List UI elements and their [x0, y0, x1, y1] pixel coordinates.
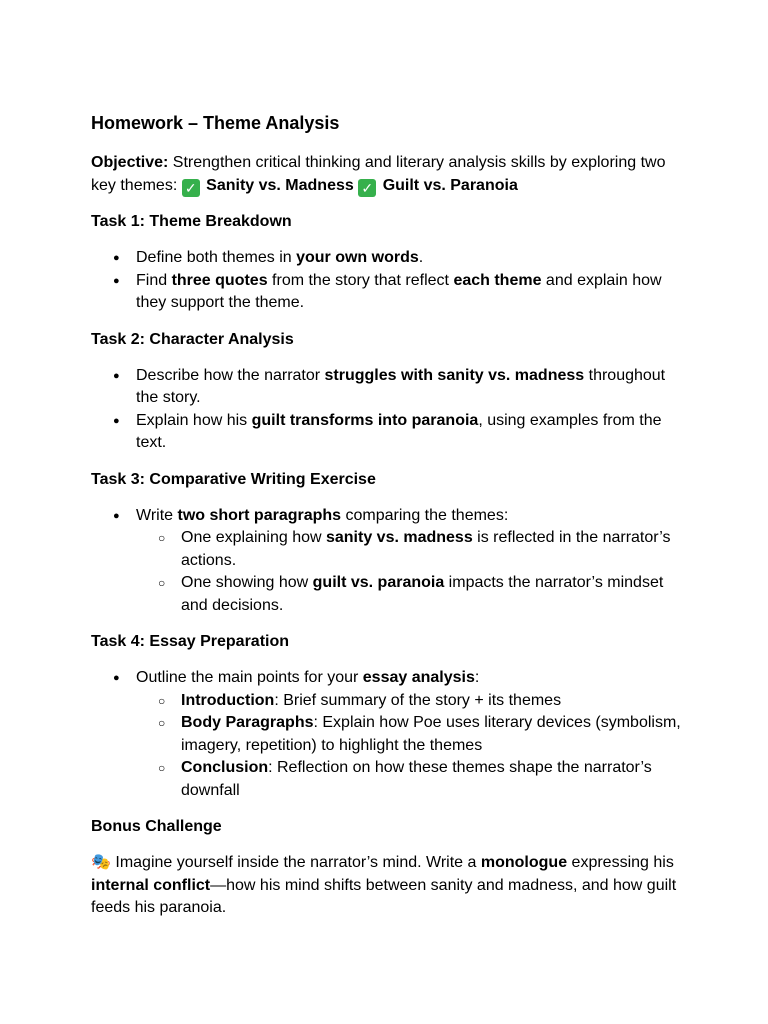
theme-2: Guilt vs. Paranoia	[382, 176, 518, 194]
check-mark-icon: ✓	[358, 179, 376, 197]
bonus-heading: Bonus Challenge	[91, 818, 222, 835]
list-item: ● Outline the main points for your essay analysis: ○ Introduction: Brief summary of the story + its themes ○ Body Paragraphs: Explain how Poe uses literary devices (symbolism, imagery, repetition) to highlight the themes ○ Conclusion: Reflection on how these themes shape the narrator’s downfall	[91, 667, 691, 802]
list-item: ● Describe how the narrator struggles with sanity vs. madness throughout the story.	[91, 365, 691, 410]
task-3-heading: Task 3: Comparative Writing Exercise	[91, 470, 376, 488]
task-2-heading: Task 2: Character Analysis	[91, 330, 294, 348]
sublist-item: ○ Conclusion: Reflection on how these themes shape the narrator’s downfall	[136, 757, 691, 802]
objective-label: Objective:	[91, 154, 169, 171]
task-3-list	[91, 505, 691, 618]
theater-masks-icon: 🎭	[91, 854, 111, 871]
sublist-item: ○ Body Paragraphs: Explain how Poe uses literary devices (symbolism, imagery, repetition) to highlight the themes	[136, 712, 691, 757]
objective-text: Strengthen critical thinking and literary analysis skills by exploring two key themes:	[91, 154, 666, 194]
objective-paragraph	[91, 152, 691, 197]
task-3-sublist	[136, 527, 691, 617]
check-mark-icon: ✓	[182, 179, 200, 197]
list-item: ● Write two short paragraphs comparing the themes: ○ One explaining how sanity vs. madness is reflected in the narrator’s actions. ○ One showing how guilt vs. paranoia impacts the narrator’s mindset and decisions.	[91, 505, 691, 618]
task-1-heading: Task 1: Theme Breakdown	[91, 213, 292, 230]
task-4-heading: Task 4: Essay Preparation	[91, 633, 290, 650]
task-2-list	[91, 365, 691, 455]
task-4-sublist	[136, 690, 691, 803]
task-4-list	[91, 667, 691, 802]
theme-1: Sanity vs. Madness	[206, 176, 354, 194]
list-item: ● Define both themes in your own words.	[91, 247, 691, 270]
list-item: ● Find three quotes from the story that reflect each theme and explain how they support the theme.	[91, 270, 691, 315]
sublist-item: ○ Introduction: Brief summary of the story + its themes	[136, 690, 691, 713]
list-item: ● Explain how his guilt transforms into paranoia, using examples from the text.	[91, 410, 691, 455]
page-title: Homework – Theme Analysis	[91, 113, 340, 133]
task-1-list	[91, 247, 691, 315]
bonus-paragraph: 🎭 Imagine yourself inside the narrator’s mind. Write a monologue expressing his internal conflict—how his mind shifts between sanity and madness, and how guilt feeds his paranoia.	[91, 854, 677, 916]
sublist-item: ○ One showing how guilt vs. paranoia impacts the narrator’s mindset and decisions.	[136, 572, 691, 617]
sublist-item: ○ One explaining how sanity vs. madness is reflected in the narrator’s actions.	[136, 527, 691, 572]
document-content	[91, 110, 691, 920]
